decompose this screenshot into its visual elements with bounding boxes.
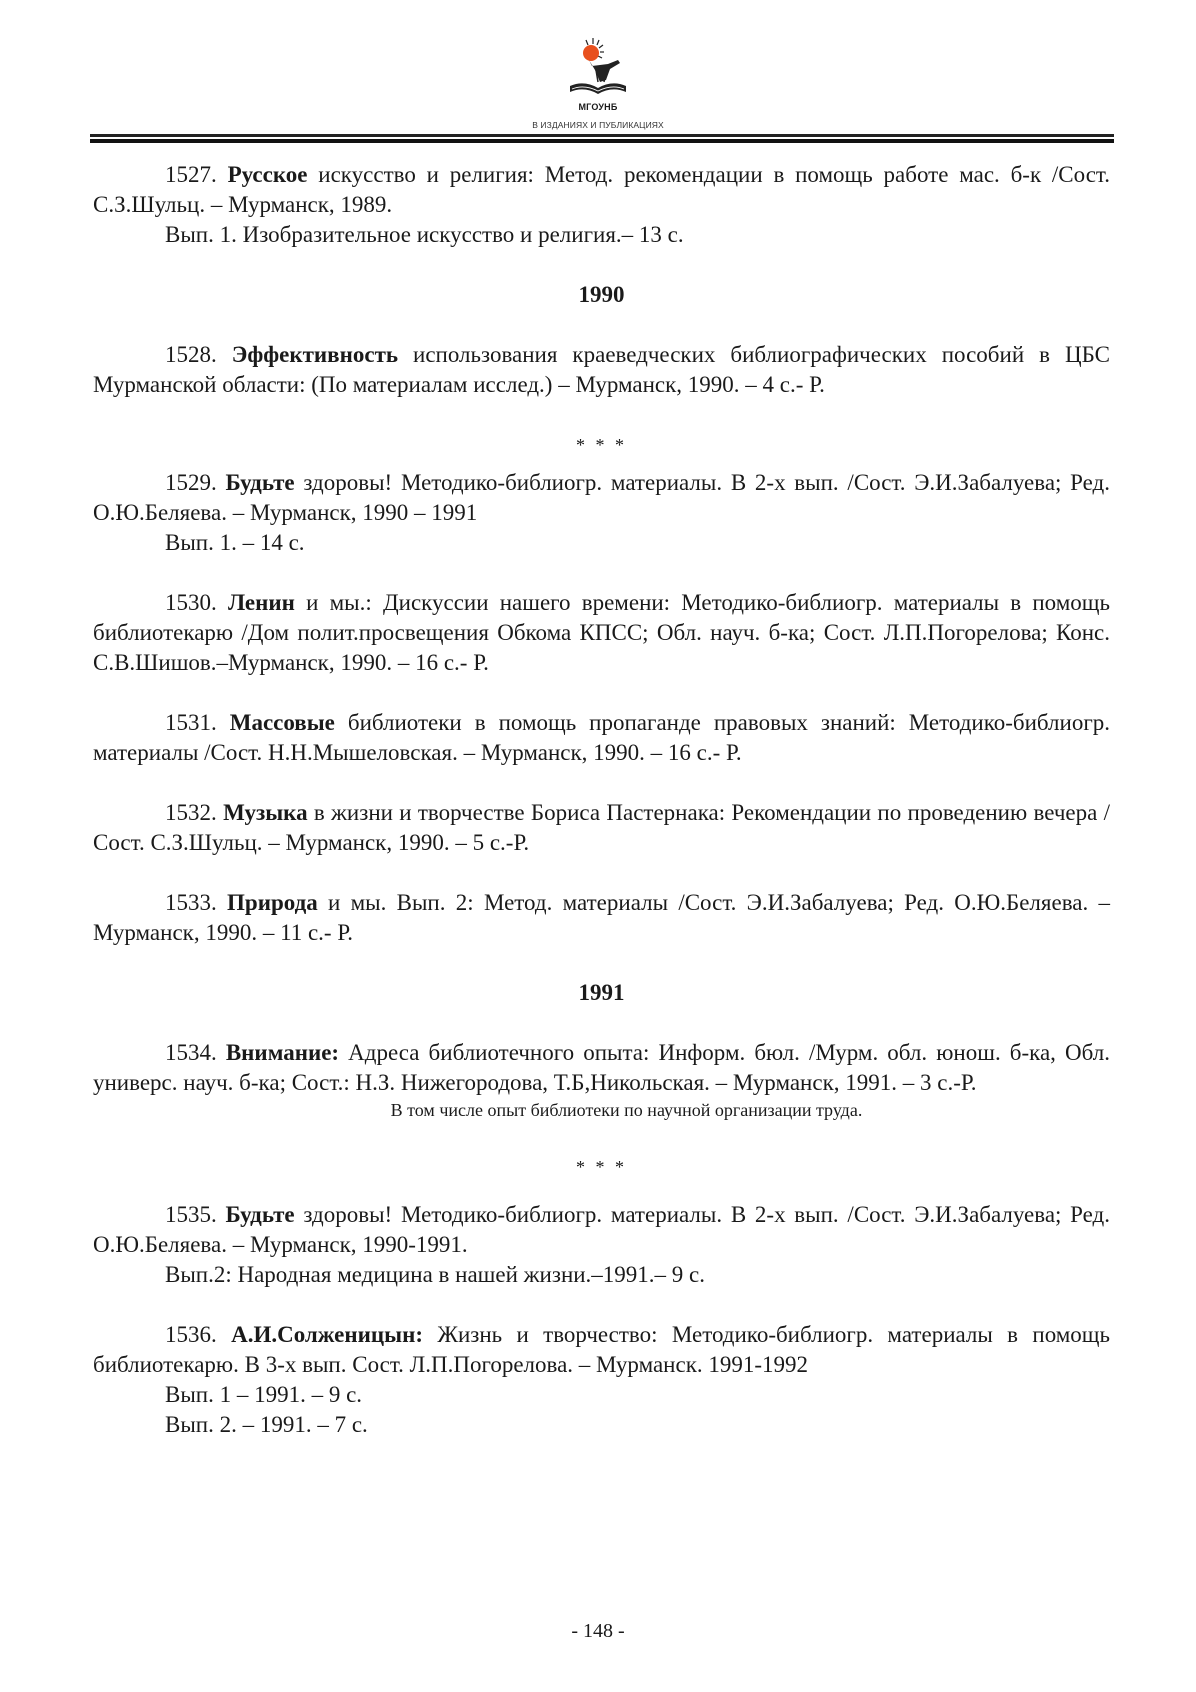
entry-1530 bbox=[93, 588, 1110, 678]
entry-text: здоровы! Методико-библиогр. материалы. В 2-х вып. /Сост. Э.И.Забалуева; Ред. О.Ю.Беляева. – Мурманск, 1990-1991. bbox=[93, 1202, 1111, 1257]
entry-number: 1529. bbox=[165, 470, 217, 495]
entry-title: Будьте bbox=[225, 1202, 295, 1227]
header-tagline: В ИЗДАНИЯХ И ПУБЛИКАЦИЯХ bbox=[532, 120, 664, 130]
year-heading: 1990 bbox=[578, 282, 625, 307]
year-heading: 1991 bbox=[578, 980, 625, 1005]
entry-number: 1530. bbox=[165, 590, 217, 615]
entry-1529 bbox=[93, 468, 1110, 528]
entry-number: 1528. bbox=[165, 342, 217, 367]
entry-title: Ленин bbox=[227, 590, 295, 615]
entry-number: 1531. bbox=[165, 710, 217, 735]
entry-issue: Вып. 1 – 1991. – 9 с. bbox=[165, 1382, 363, 1407]
entry-1536 bbox=[93, 1320, 1110, 1380]
entry-1527 bbox=[93, 160, 1110, 220]
entry-text: библиотеки в помощь пропаганде правовых знаний: Методико-библиогр. материалы /Сост. Н.Н.Мышеловская. – Мурманск, 1990. – 16 с.- Р. bbox=[93, 710, 1111, 765]
entry-issue: Вып. 1. – 14 с. bbox=[165, 530, 305, 555]
entry-text: Адреса библиотечного опыта: Информ. бюл. /Мурм. обл. юнош. б-ка, Обл. универс. науч. б-ка; Сост.: Н.З. Нижегородова, Т.Б,Никольская. – Мурманск, 1991. – 3 с.-Р. bbox=[93, 1040, 1110, 1095]
entry-title: Музыка bbox=[223, 800, 308, 825]
entry-1528 bbox=[93, 340, 1110, 400]
entry-text: и мы. Вып. 2: Метод. материалы /Сост. Э.И.Забалуева; Ред. О.Ю.Беляева. – Мурманск, 1990. – 11 с.- Р. bbox=[93, 890, 1110, 945]
header-rule-thick bbox=[90, 139, 1114, 143]
entry-title: Русское bbox=[227, 162, 308, 187]
section-separator: * * * bbox=[576, 435, 627, 455]
entry-text: здоровы! Методико-библиогр. материалы. В 2-х вып. /Сост. Э.И.Забалуева; Ред. О.Ю.Беляева. – Мурманск, 1990 – 1991 bbox=[93, 470, 1111, 525]
entry-number: 1533. bbox=[165, 890, 217, 915]
entry-1535 bbox=[93, 1200, 1110, 1260]
entry-title: Эффективность bbox=[231, 342, 399, 367]
entry-number: 1527. bbox=[165, 162, 217, 187]
entry-number: 1534. bbox=[165, 1040, 217, 1065]
entry-text: искусство и религия: Метод. рекомендации в помощь работе мас. б-к /Сост. С.З.Шульц. – Мурманск, 1989. bbox=[93, 162, 1111, 217]
entry-text: и мы.: Дискуссии нашего времени: Методико-библиогр. материалы в помощь библиотекарю /Дом полит.просвещения Обкома КПСС; Обл. науч. б-ка; Сост. Л.П.Погорелова; Конс. С.В.Шишов.–Мурманск, 1990. – 16 с.- Р. bbox=[93, 590, 1110, 675]
entry-title: Будьте bbox=[225, 470, 295, 495]
entry-number: 1535. bbox=[165, 1202, 217, 1227]
entry-title: Массовые bbox=[229, 710, 335, 735]
entry-title: А.И.Солженицын: bbox=[231, 1322, 424, 1347]
entry-1532 bbox=[93, 798, 1110, 858]
page-content bbox=[93, 160, 1110, 1440]
entry-title: Внимание: bbox=[225, 1040, 340, 1065]
entry-text: использования краеведческих библиографических пособий в ЦБС Мурманской области: (По материалам исслед.) – Мурманск, 1990. – 4 с.- Р. bbox=[93, 342, 1110, 397]
entry-note: В том числе опыт библиотеки по научной организации труда. bbox=[390, 1100, 863, 1120]
entry-1531 bbox=[93, 708, 1110, 768]
entry-number: 1536. bbox=[165, 1322, 217, 1347]
entry-issue: Вып. 2. – 1991. – 7 с. bbox=[165, 1412, 368, 1437]
deer-on-book-icon bbox=[562, 36, 634, 104]
entry-text: в жизни и творчестве Бориса Пастернака: Рекомендации по проведению вечера /Сост. С.З.Шульц. – Мурманск, 1990. – 5 с.-Р. bbox=[93, 800, 1111, 855]
entry-1533 bbox=[93, 888, 1110, 948]
entry-title: Природа bbox=[227, 890, 318, 915]
entry-number: 1532. bbox=[165, 800, 217, 825]
page-number: - 148 - bbox=[571, 1620, 625, 1642]
logo-text: МГОУНБ bbox=[578, 102, 618, 112]
section-separator: * * * bbox=[576, 1157, 627, 1177]
entry-issue: Вып.2: Народная медицина в нашей жизни.–1991.– 9 с. bbox=[165, 1262, 706, 1287]
entry-text: Жизнь и творчество: Методико-библиогр. материалы в помощь библиотекарю. В 3-х вып. Сост. Л.П.Погорелова. – Мурманск. 1991-1992 bbox=[93, 1322, 1111, 1377]
entry-1534 bbox=[93, 1038, 1110, 1098]
entry-issue: Вып. 1. Изобразительное искусство и религия.– 13 с. bbox=[165, 222, 684, 247]
header-rule-thin bbox=[90, 134, 1114, 137]
page-header bbox=[0, 0, 1196, 145]
